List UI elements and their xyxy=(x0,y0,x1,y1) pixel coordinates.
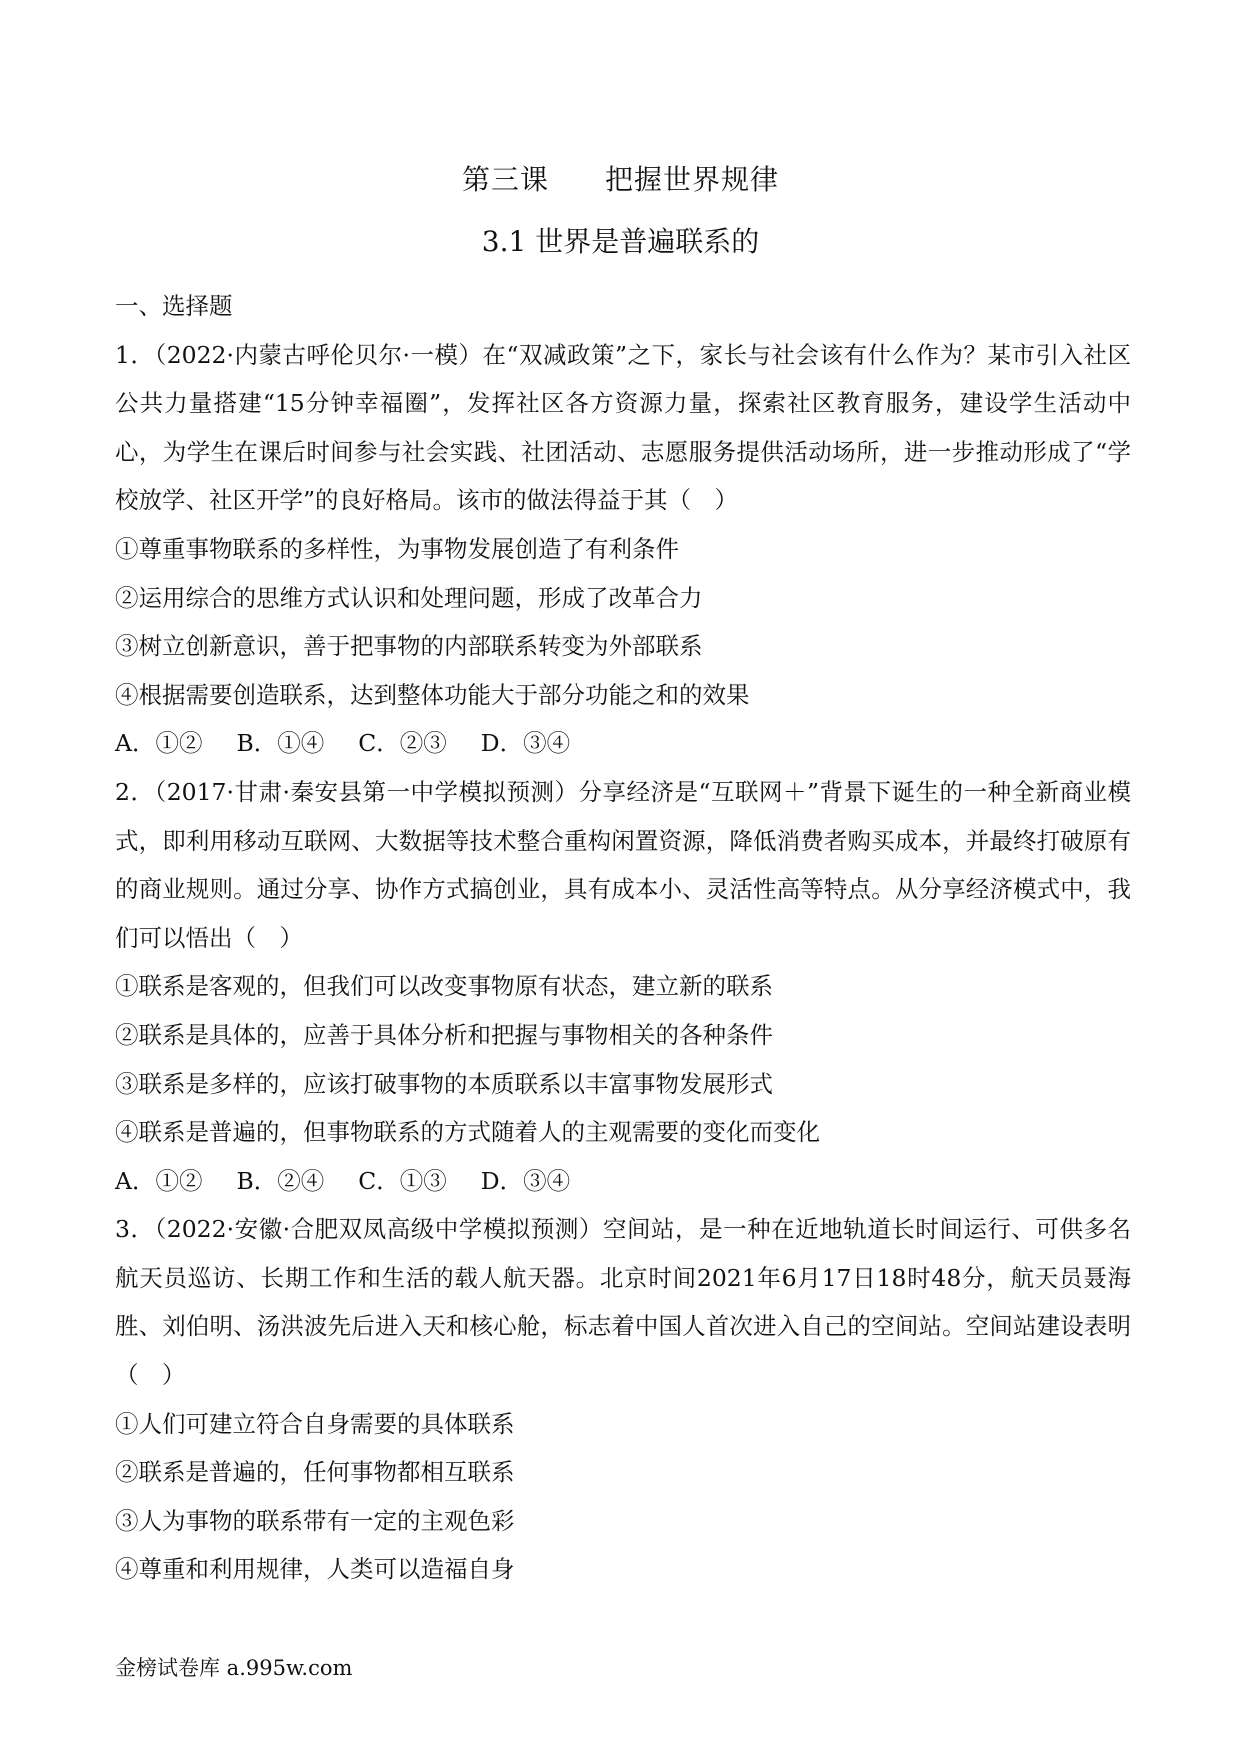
question-3-option-2: ②联系是普遍的，任何事物都相互联系 xyxy=(115,1458,515,1487)
question-1-option-2: ②运用综合的思维方式认识和处理问题，形成了改革合力 xyxy=(115,583,703,612)
lesson-title xyxy=(0,160,1241,200)
answer-b: B．①④ xyxy=(236,729,325,758)
question-2-option-4: ④联系是普遍的，但事物联系的方式随着人的主观需要的变化而变化 xyxy=(115,1118,820,1147)
question-3-option-3: ③人为事物的联系带有一定的主观色彩 xyxy=(115,1506,515,1535)
answer-b: B．②④ xyxy=(236,1166,325,1195)
answer-a: A．①② xyxy=(115,729,203,758)
section-heading: 一、选择题 xyxy=(115,292,233,320)
answer-a: A．①② xyxy=(115,1166,203,1195)
question-1-option-1: ①尊重事物联系的多样性，为事物发展创造了有利条件 xyxy=(115,534,679,563)
question-2-answers xyxy=(115,1157,1131,1206)
lesson-number: 第三课 xyxy=(461,163,549,196)
question-2-option-2: ②联系是具体的，应善于具体分析和把握与事物相关的各种条件 xyxy=(115,1020,773,1049)
question-1-answers xyxy=(115,719,1131,768)
question-1-option-3: ③树立创新意识，善于把事物的内部联系转变为外部联系 xyxy=(115,632,703,661)
question-3-option-1: ①人们可建立符合自身需要的具体联系 xyxy=(115,1409,515,1438)
question-1-option-4: ④根据需要创造联系，达到整体功能大于部分功能之和的效果 xyxy=(115,680,750,709)
question-2-stem: 2．（2017·甘肃·秦安县第一中学模拟预测）分享经济是“互联网＋”背景下诞生的一种全新商业模式，即利用移动互联网、大数据等技术整合重构闲置资源，降低消费者购买成本，并最终打破原有的商业规则。通过分享、协作方式搞创业，具有成本小、灵活性高等特点。从分享经济模式中，我们可以悟出（ ） xyxy=(115,777,1131,952)
question-list xyxy=(115,282,1131,1594)
question-3-option-4: ④尊重和利用规律，人类可以造福自身 xyxy=(115,1555,515,1584)
answer-c: C．②③ xyxy=(358,729,447,758)
section-title: 3.1 世界是普遍联系的 xyxy=(481,225,760,258)
answer-c: C．①③ xyxy=(358,1166,447,1195)
question-3-stem: 3．（2022·安徽·合肥双凤高级中学模拟预测）空间站，是一种在近地轨道长时间运行、可供多名航天员巡访、长期工作和生活的载人航天器。北京时间2021年6月17日18时48分，航天员聂海胜、刘伯明、汤洪波先后进入天和核心舱，标志着中国人首次进入自己的空间站。空间站建设表明（ ） xyxy=(115,1215,1131,1390)
question-2-option-3: ③联系是多样的，应该打破事物的本质联系以丰富事物发展形式 xyxy=(115,1069,773,1098)
footer-source: 金榜试卷库 a.995w.com xyxy=(115,1656,353,1680)
answer-d: D．③④ xyxy=(480,729,571,758)
question-1-stem: 1．（2022·内蒙古呼伦贝尔·一模）在“双减政策”之下，家长与社会该有什么作为？某市引入社区公共力量搭建“15分钟幸福圈”，发挥社区各方资源力量，探索社区教育服务，建设学生活动中心，为学生在课后时间参与社会实践、社团活动、志愿服务提供活动场所，进一步推动形成了“学校放学、社区开学”的良好格局。该市的做法得益于其（ ） xyxy=(115,340,1131,515)
question-2-option-1: ①联系是客观的，但我们可以改变事物原有状态，建立新的联系 xyxy=(115,972,773,1001)
answer-d: D．③④ xyxy=(480,1166,571,1195)
lesson-name: 把握世界规律 xyxy=(605,163,780,196)
